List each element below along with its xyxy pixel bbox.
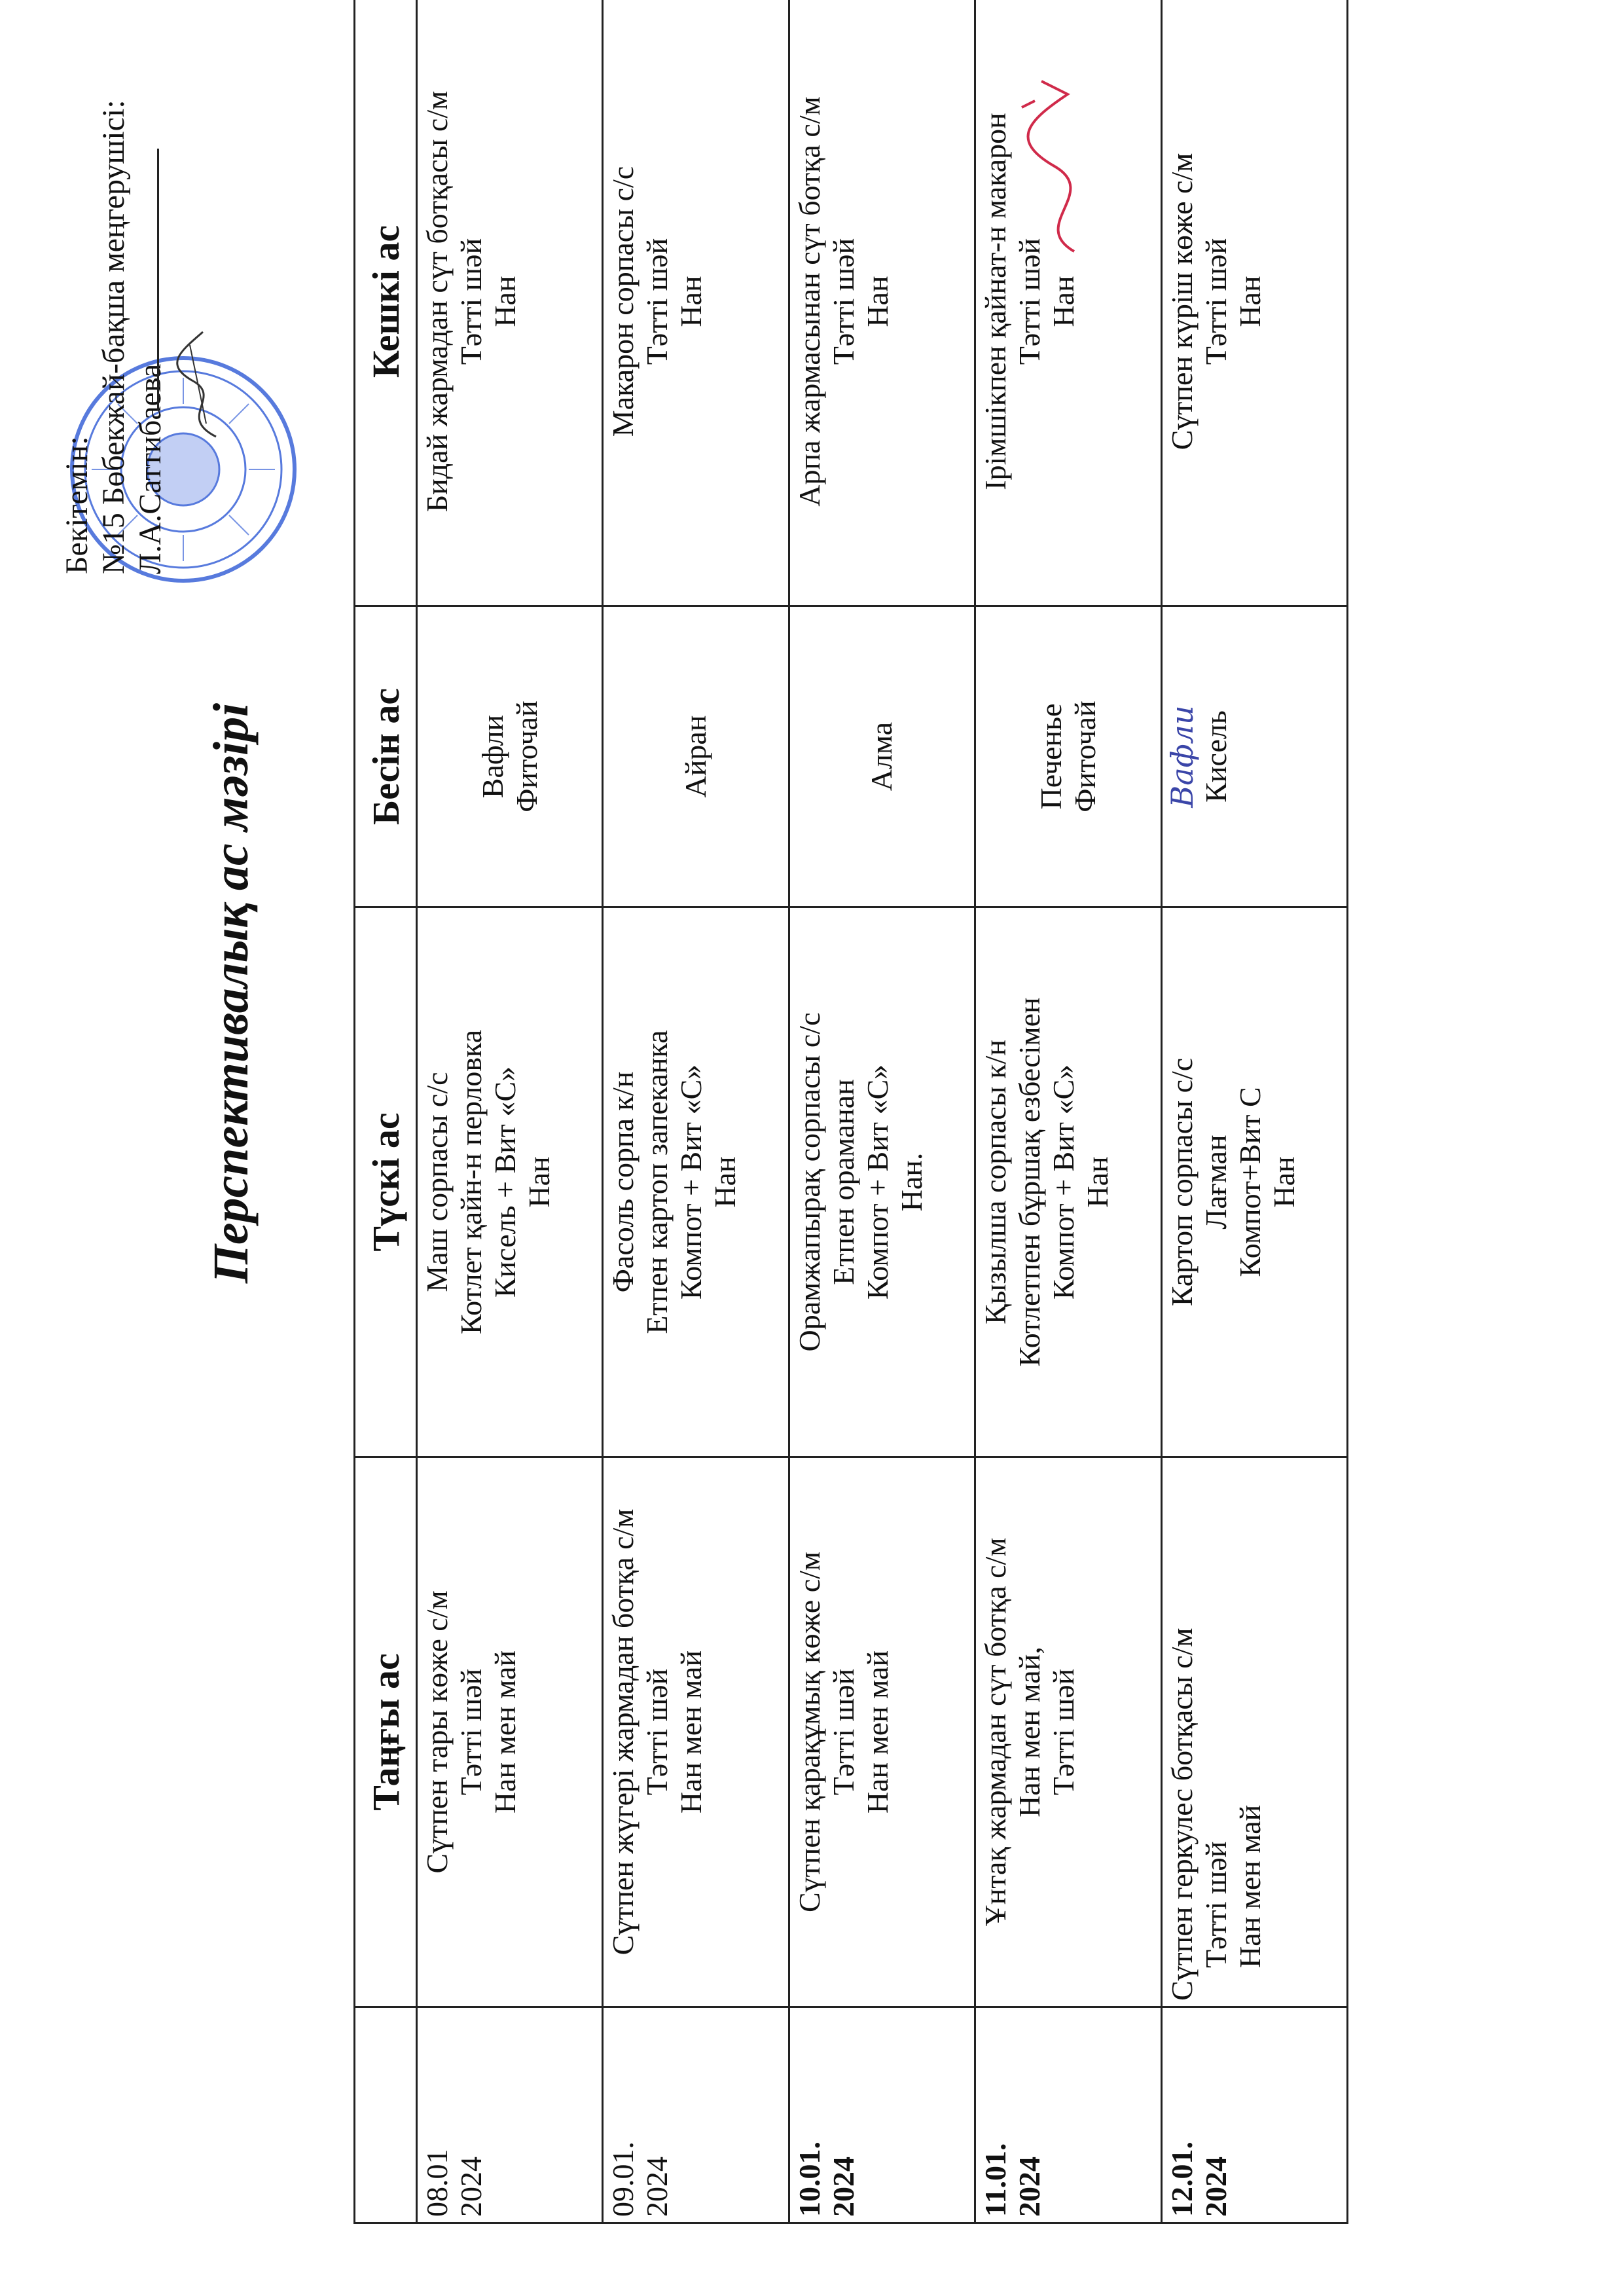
date-line-1: 10.01. [792,2141,826,2217]
dinner-cell [975,0,1161,606]
menu-item: Нан [522,1156,556,1208]
date-line-2: 2024 [1199,2157,1233,2217]
date-line-1: 09.01. [606,2141,640,2217]
menu-item: Тәтті шәй [826,238,860,365]
breakfast-cell [603,1457,789,2007]
menu-item: Макарон сорпасы с/с [606,166,640,437]
snack-cell [789,606,975,907]
menu-item: Тәтті шәй [1047,1668,1081,1796]
lunch-cell [1161,907,1347,1457]
menu-item: Компот + Вит «С» [860,1064,894,1300]
menu-item: Кисель + Вит «С» [488,1066,522,1298]
lunch-cell [975,907,1161,1457]
header-lunch: Түскі ас [355,907,417,1457]
menu-item: Нан [1233,276,1267,327]
date-cell [789,2007,975,2223]
signature-line [157,149,159,410]
dinner-cell [417,0,603,606]
breakfast-cell [975,1457,1161,2007]
menu-item: Нан [860,276,894,327]
menu-item: Етпен картоп запеканка [640,1030,674,1334]
header-breakfast: Таңғы ас [355,1457,417,2007]
snack-cell [1161,606,1347,907]
menu-item: Орамжапырақ сорпасы с/с [792,1012,826,1352]
menu-item: Сүтпен тары көже с/м [420,1590,454,1874]
header-date [355,2007,417,2223]
menu-item: Фиточай [1068,701,1102,812]
menu-item: Тәтті шәй [1199,1841,1233,1968]
menu-item: Котлет қайн-н перловка [454,1029,488,1335]
header-dinner: Кешкі ас [355,0,417,606]
menu-item: Нан мен май [1233,1804,1267,1968]
menu-table [353,0,1348,2224]
menu-item: Нан [708,1156,742,1208]
breakfast-cell [417,1457,603,2007]
approval-line-2: №15 Бөбекжай-бақша меңгерушісі: [96,100,131,574]
menu-item: Фасоль сорпа к/н [606,1071,640,1293]
menu-item: Фиточай [509,701,543,812]
lunch-cell [789,907,975,1457]
menu-item: Нан [488,276,522,327]
menu-item: Ұнтақ жармадан сүт ботқа с/м [979,1537,1013,1927]
menu-item: Сүтпен геркулес ботқасы с/м [1164,1628,1199,2001]
menu-item: Қызылша сорпасы к/н [979,1040,1013,1324]
menu-item: Нан [1267,1156,1301,1208]
breakfast-cell [789,1457,975,2007]
menu-item: Нан [674,276,708,327]
table-row [975,0,1161,2223]
date-cell [603,2007,789,2223]
menu-item: Котлетпен бұршақ езбесімен [1013,997,1047,1367]
breakfast-cell [1161,1457,1347,2007]
menu-item: Нан мен май, [1013,1647,1047,1817]
menu-item: Нан мен май [860,1650,894,1814]
menu-item: Сүтпен күріш көже с/м [1164,153,1199,450]
menu-item: Тәтті шәй [454,1668,488,1796]
menu-item: Тәтті шәй [1199,238,1233,365]
table-row [417,0,603,2223]
lunch-cell [603,907,789,1457]
snack-cell [603,606,789,907]
menu-item: Айран [679,715,713,798]
menu-item: Картоп сорпасы с/с [1164,1057,1199,1307]
menu-item: Сүтпен қарақұмық көже с/м [792,1551,826,1913]
lunch-cell [417,907,603,1457]
menu-item: Печенье [1034,703,1068,810]
table-row [789,0,975,2223]
approval-block [59,100,169,574]
date-cell [1161,2007,1347,2223]
dinner-cell [1161,0,1347,606]
approval-line-3: Л.А.Саттибаева [133,363,168,574]
table-row [603,0,789,2223]
menu-item: Сүтпен жүгері жармадан ботқа с/м [606,1508,640,1956]
date-line-2: 2024 [1013,2157,1047,2217]
snack-cell [975,606,1161,907]
menu-item: Тәтті шәй [640,238,674,365]
handwritten-signature [170,325,229,443]
menu-item: Нан мен май [674,1650,708,1814]
menu-item: Маш сорпасы с/с [420,1072,454,1292]
menu-item: Ірімшікпен қайнат-н макарон [979,113,1013,490]
menu-item: Кисель [1199,710,1233,803]
header-row [355,0,417,2223]
menu-item: Лағман [1199,1135,1233,1230]
table-row [1161,0,1347,2223]
snack-cell [417,606,603,907]
dinner-cell [789,0,975,606]
menu-item: Тәтті шәй [1013,238,1047,365]
menu-item: Компот+Вит С [1233,1087,1267,1277]
menu-item: Етпен ораманан [826,1079,860,1285]
header-snack: Бесін ас [355,606,417,907]
dinner-cell [603,0,789,606]
page-title: Перспективалық ас мәзірі [204,702,259,1284]
menu-item: Нан мен май [488,1650,522,1814]
date-line-1: 12.01. [1164,2141,1199,2217]
menu-item: Вафли [475,714,509,799]
menu-item: Нан [1081,1156,1115,1208]
menu-item: Компот + Вит «С» [1047,1064,1081,1300]
menu-item: Арпа жармасынан сүт ботқа с/м [792,96,826,507]
menu-item: Тәтті шәй [640,1668,674,1796]
date-line-2: 2024 [454,2157,488,2217]
menu-item: Нан [1047,276,1081,327]
date-line-2: 2024 [826,2157,860,2217]
menu-item: Компот + Вит «С» [674,1064,708,1300]
date-line-2: 2024 [640,2157,674,2217]
date-cell [975,2007,1161,2223]
menu-item: Алма [865,721,899,792]
date-line-1: 11.01. [979,2143,1013,2217]
menu-item: Тәтті шәй [454,238,488,365]
date-line-1: 08.01 [420,2149,454,2217]
approval-line-1: Бекітемін: [60,436,94,574]
menu-item: Тәтті шәй [826,1668,860,1796]
red-signature-mark [1015,68,1107,264]
date-cell [417,2007,603,2223]
menu-item: Бидай жармадан сүт ботқасы с/м [420,90,454,513]
menu-item: Нан. [894,1152,928,1212]
menu-item-handwritten: Вафли [1164,705,1200,808]
